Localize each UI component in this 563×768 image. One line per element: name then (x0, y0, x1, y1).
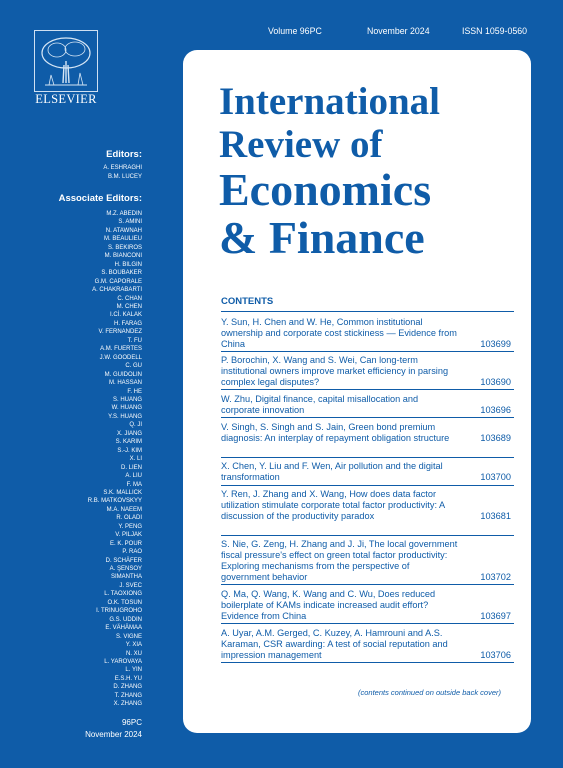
associate-editor-name: S. KARIM (115, 439, 142, 446)
article-entry (221, 589, 517, 622)
associate-editor-name: N. ATAWNAH (105, 227, 142, 234)
article-page: 103681 (480, 511, 511, 521)
associate-editor-name: Y.S. HUANG (108, 413, 142, 420)
divider (221, 662, 514, 663)
article-page: 103699 (480, 339, 511, 349)
associate-editor-name: C. CHAN (117, 295, 142, 302)
tree-icon (34, 30, 98, 92)
divider (221, 584, 514, 585)
contents-heading: CONTENTS (221, 296, 274, 307)
article-entry (221, 422, 517, 444)
associate-editor-name: S.-J. KIM (117, 447, 142, 454)
sidebar-date: November 2024 (85, 730, 142, 739)
associate-editor-name: E. K. POUR (109, 540, 142, 547)
article-text: X. Chen, Y. Liu and F. Wen, Air pollution and the digital transformation (221, 461, 443, 482)
associate-editor-name: D. SCHÄFER (105, 557, 142, 564)
editors-heading: Editors: (106, 149, 142, 160)
associate-editor-name: M. BEAULIEU (103, 236, 142, 243)
associate-editor-name: G.M. CAPORALE (94, 278, 142, 285)
divider (221, 351, 514, 352)
article-entry (221, 539, 517, 583)
article-page: 103696 (480, 405, 511, 415)
associate-editor-name: P. RAO (122, 549, 142, 556)
editor-name: A. ESHRAGHI (103, 165, 142, 171)
article-page: 103690 (480, 377, 511, 387)
associate-editor-name: T. ZHANG (114, 692, 142, 699)
editor-name: B.M. LUCEY (107, 173, 142, 180)
associate-editor-name: A. ŞENSOY (109, 566, 142, 573)
associate-editor-name: N. XU (125, 650, 142, 657)
divider (221, 389, 514, 390)
title-line-3: Economics (219, 164, 432, 215)
article-text: V. Singh, S. Singh and S. Jain, Green bond premium diagnosis: An interplay of repayment obligation structure (221, 422, 450, 443)
associate-editor-name: L. YAROVAYA (104, 659, 142, 666)
associate-editor-name: C. GU (125, 363, 142, 370)
associate-editor-name: I.Cİ. KALAK (109, 312, 142, 319)
article-page: 103706 (480, 650, 511, 660)
article-text: A. Uyar, A.M. Gerged, C. Kuzey, A. Hamrouni and A.S. Karaman, CSR awarding: A test of social reputation and impression management (221, 628, 448, 660)
issue-date: November 2024 (367, 26, 430, 36)
issn-label: ISSN 1059-0560 (462, 26, 528, 36)
divider (221, 311, 514, 312)
associate-editor-name: I. TRINUGROHO (96, 608, 142, 615)
article-text: W. Zhu, Digital finance, capital misallocation and corporate innovation (221, 394, 419, 415)
associate-editor-name: W. HUANG (111, 405, 142, 412)
elsevier-logo (34, 30, 98, 106)
associate-editor-name: S. BOUBAKER (101, 270, 142, 277)
divider (221, 417, 514, 418)
associate-editor-name: S. HUANG (112, 396, 142, 403)
associate-editor-name: X. ZHANG (113, 701, 142, 708)
editors-list (103, 164, 142, 181)
editorial-sidebar (0, 0, 183, 768)
associate-editor-name: G.S. UDDIN (109, 616, 142, 623)
article-page: 103697 (480, 611, 511, 621)
article-page: 103689 (480, 433, 511, 443)
article-entry (221, 355, 517, 388)
divider (221, 535, 514, 536)
associate-editor-name: M. HASSAN (108, 380, 142, 387)
associate-editor-name: X. JIANG (116, 430, 142, 437)
associate-editor-name: F. MA (126, 481, 142, 488)
issue-header (192, 26, 532, 40)
associate-editor-name: F. HE (127, 388, 142, 395)
associate-editor-name: R. OLADI (116, 515, 142, 522)
associate-editor-name: S. VIGNE (115, 633, 142, 640)
journal-title (219, 80, 440, 262)
associate-editor-name: E.S.H. YU (114, 675, 142, 682)
associate-editor-name: SIMANTHA (110, 574, 142, 581)
associate-editor-name: H. FARAG (113, 320, 142, 327)
article-entry (221, 394, 517, 416)
associate-editor-name: R.B. MATKOVSKYY (87, 498, 142, 505)
associate-editor-name: Y. PENG (118, 523, 142, 530)
associate-editor-name: S. AMINI (118, 219, 142, 226)
publisher-name: ELSEVIER (35, 92, 97, 106)
volume-label: Volume 96PC (268, 26, 322, 36)
associate-editor-name: A. LIU (125, 473, 142, 480)
associate-editor-name: M. CHEN (116, 303, 142, 310)
associate-editor-name: A. CHAKRABARTI (92, 287, 142, 294)
article-text: P. Borochin, X. Wang and S. Wei, Can long-term institutional owners improve market efficiency in parsing complex legal disputes? (221, 355, 449, 387)
associate-editor-name: M. BIANCONI (104, 253, 142, 260)
article-entry (221, 317, 517, 350)
divider (221, 485, 514, 486)
associate-editor-name: D. ZHANG (113, 684, 142, 691)
associate-editor-name: V. FERNANDEZ (98, 329, 142, 336)
associate-editor-name: J.W. GOODELL (99, 354, 142, 361)
article-entry (221, 461, 517, 483)
title-line-1: International (219, 80, 441, 123)
associate-editor-name: M.A. NAEEM (106, 506, 142, 513)
divider (221, 457, 514, 458)
article-text: Q. Ma, Q. Wang, K. Wang and C. Wu, Does reduced boilerplate of KAMs indicate increased audit effort? Evidence from China (221, 589, 436, 621)
contents-continued-note: (contents continued on outside back cover) (357, 688, 501, 697)
associate-editors-list (88, 210, 142, 709)
article-page: 103702 (480, 572, 511, 582)
divider (221, 623, 514, 624)
associate-editor-name: O.K. TOSUN (107, 599, 142, 606)
associate-editor-name: S.K. MALLICK (103, 489, 142, 496)
associate-editor-name: T. FU (127, 337, 142, 344)
article-text: S. Nie, G. Zeng, H. Zhang and J. Ji, The local government fiscal pressure's effect on green total factor productivity: Exploring mechanisms from the perspective of government behavior (221, 539, 458, 582)
associate-editor-name: E. VÄHÄMAA (105, 625, 142, 632)
associate-editor-name: A.M. FUERTES (100, 346, 142, 353)
article-text: Y. Sun, H. Chen and W. He, Common institutional ownership and corporate cost stickiness — Evidence from China (221, 317, 457, 349)
associate-editor-name: X. LI (129, 456, 142, 463)
associate-editor-name: M.Z. ABEDIN (106, 211, 142, 217)
associate-editor-name: H. BILGIN (114, 261, 142, 268)
article-entry (221, 628, 517, 661)
associate-editor-name: J. SVEC (119, 582, 142, 589)
article-text: Y. Ren, J. Zhang and X. Wang, How does data factor utilization stimulate corporate total factor productivity: A discussion of the productivity paradox (221, 489, 445, 521)
associate-editor-name: S. BEKIROS (107, 244, 142, 251)
associate-editors-heading: Associate Editors: (58, 193, 142, 204)
associate-editor-name: M. GUIDOLIN (104, 371, 142, 378)
title-line-4: & Finance (219, 212, 425, 263)
associate-editor-name: L. YIN (125, 667, 142, 674)
associate-editor-name: Q. JI (129, 422, 142, 429)
associate-editor-name: L. TAOXIONG (104, 591, 142, 598)
article-page: 103700 (480, 472, 511, 482)
sidebar-volume: 96PC (121, 718, 142, 727)
associate-editor-name: Y. XIA (125, 642, 142, 649)
article-entry (221, 489, 517, 522)
associate-editor-name: D. LIEN (120, 464, 142, 471)
cover-panel (183, 50, 531, 733)
associate-editor-name: V. PILJAK (115, 532, 142, 539)
title-line-2: Review of (219, 123, 383, 166)
